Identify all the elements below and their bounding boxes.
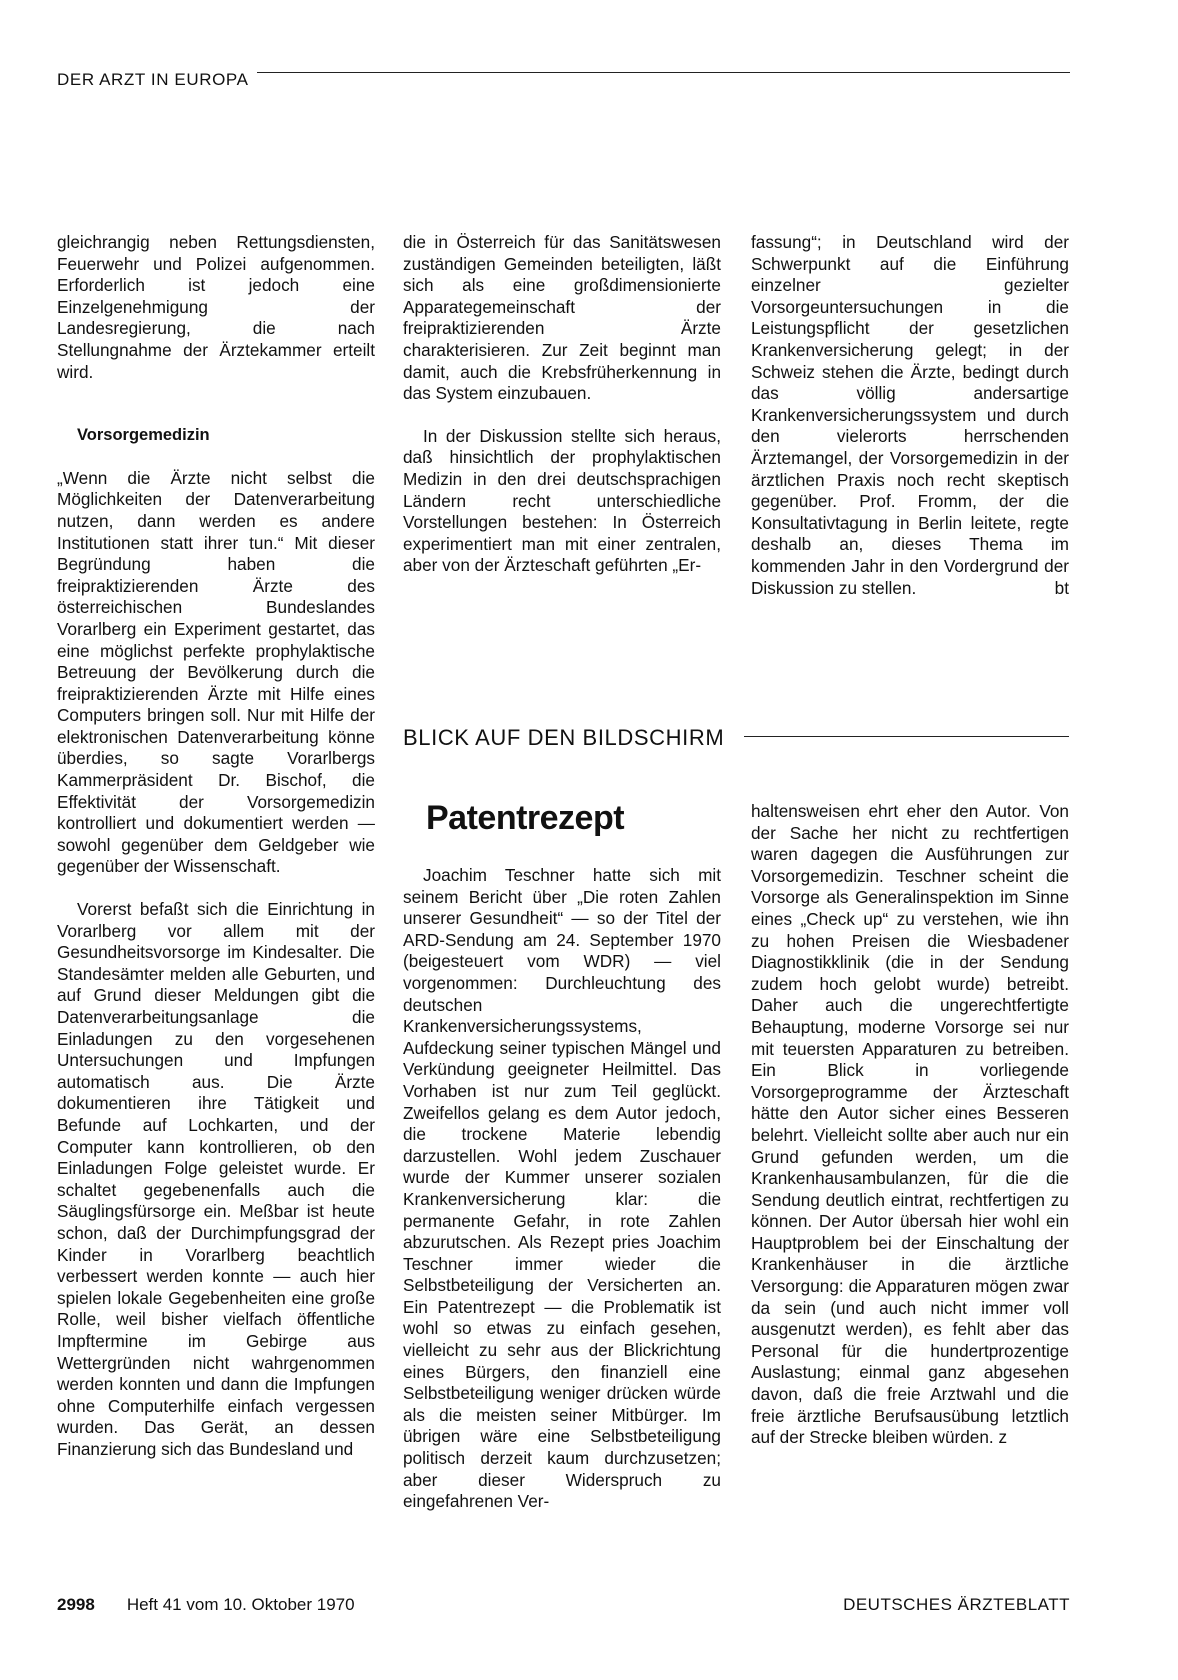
section-heading: [403, 723, 1069, 753]
paragraph: Joachim Teschner hatte sich mit seinem Bericht über „Die roten Zahlen unserer Gesundheit“ — so der Titel der ARD-Sendung am 24. September 1970 (beigesteuert vom WDR) — viel vorgenommen: Durchleuchtung des deutschen Krankenversicherungssystems, Aufdeckung seiner typischen Mängel und Verkündung geeigneter Heilmittel. Das Vorhaben ist nur zum Teil geglückt. Zweifellos gelang es dem Autor jedoch, die trockene Materie lebendig darzustellen. Wohl jedem Zuschauer wurde der Kummer unserer sozialen Krankenversicherung klar: die permanente Gefahr, in rote Zahlen abzurutschen. Als Rezept pries Joachim Teschner immer wieder die Selbstbeteiligung der Versicherten an. Ein Patentrezept — die Problematik ist wohl so etwas zu einfach gesehen, vielleicht zu sehr aus der Blickrichtung eines Bürgers, den finanziell eine Selbstbeteiligung weniger drücken würde als die meisten seiner Mitbürger. Im übrigen wäre eine Selbstbeteiligung politisch derzeit kaum durchzusetzen; aber dieser Widerspruch zu eingefahrenen Ver-: [403, 865, 721, 1512]
page-header: [57, 68, 1070, 92]
author-signature: z: [998, 1427, 1008, 1448]
column-5: [751, 801, 1069, 1449]
paragraph: Vorerst befaßt sich die Einrichtung in Vorarlberg vor allem mit der Gesundheitsvorsorge im Kindesalter. Die Standesämter melden alle Geburten, und auf Grund dieser Meldungen gibt die Datenverarbeitungsanlage die Einladungen zu den vorgesehenen Untersuchungen und Impfungen automatisch aus. Die Ärzte dokumentieren ihre Tätigkeit und Befunde auf Lochkarten, und der Computer kann kontrollieren, ob den Einladungen Folge geleistet wurde. Er schaltet gegebenenfalls auch die Säuglingsfürsorge ein. Meßbar ist heute schon, daß der Durchimpfungsgrad der Kinder in Vorarlberg beachtlich verbessert werden konnte — auch hier spielen lokale Gegebenheiten eine große Rolle, weil bisher vielfach öffentliche Impftermine im Gebirge aus Wettergründen nicht wahrgenommen werden konnten und dann die Impfungen ohne Computerhilfe einfach vergessen wurden. Das Gerät, an dessen Finanzierung sich das Bundesland und: [57, 899, 375, 1459]
section-rule: [744, 736, 1069, 737]
running-head: DER ARZT IN EUROPA: [57, 70, 249, 89]
paragraph-text: haltensweisen ehrt eher den Autor. Von der Sache her nicht zu rechtfertigen waren dagegen die Ausführungen zur Vorsorgemedizin. Teschner scheint die Vorsorge als Generalinspektion im Sinne eines „Check up“ zu verstehen, wie ihn zu hohen Preisen die Wiesbadener Diagnostikklinik (die in der Sendung zudem hoch gelobt wurde) betreibt. Daher auch die ungerechtfertigte Behauptung, moderne Vorsorge sei nur mit teuersten Apparaturen zu betreiben. Ein Blick in vorliegende Vorsorgeprogramme der Ärzteschaft hätte den Autor sicher eines Besseren belehrt. Vielleicht sollte aber auch nur ein Grund gefunden werden, um die Krankenhausambulanzen, für die die Sendung deutlich eintrat, rechtfertigen zu können. Der Autor übersah hier wohl ein Hauptproblem bei der Einschaltung der Krankenhäuser in die ärztliche Versorgung: die Apparaturen mögen zwar da sein (und auch nicht immer voll ausgenutzt werden), es fehlt aber das Personal für die hundertprozentige Auslastung; einmal ganz abgesehen davon, daß die freie Arztwahl und die freie ärztliche Berufsausübung letztlich auf der Strecke bleiben würden.: [751, 801, 1069, 1448]
paragraph: die in Österreich für das Sanitätswesen zuständigen Gemeinden beteiligten, läßt sich als eine großdimensionierte Apparategemeinschaft der freipraktizierenden Ärzte charakterisieren. Zur Zeit beginnt man damit, auch die Krebsfrüherkennung in das System einzubauen.: [403, 232, 721, 404]
issue-info: Heft 41 vom 10. Oktober 1970: [126, 1595, 355, 1614]
header-rule: [257, 72, 1070, 73]
column-3: [751, 232, 1069, 599]
publication-name: DEUTSCHES ÄRZTEBLATT: [843, 1595, 1070, 1614]
page-number: 2998: [57, 1595, 95, 1614]
section-title: BLICK AUF DEN BILDSCHIRM: [403, 725, 725, 750]
column-4: [403, 865, 721, 1513]
subheading: Vorsorgemedizin: [77, 426, 210, 445]
column-2: [403, 232, 721, 577]
paragraph: gleichrangig neben Rettungsdiensten, Feuerwehr und Polizei aufgenommen. Erforderlich ist jedoch eine Einzelgenehmigung der Landesregierung, die nach Stellungnahme der Ärztekammer erteilt wird.: [57, 232, 375, 382]
author-signature: bt: [1054, 577, 1069, 598]
paragraph: [751, 801, 1069, 1449]
column-1: [57, 232, 375, 1460]
article-title: Patentrezept: [426, 799, 625, 837]
paragraph: „Wenn die Ärzte nicht selbst die Möglichkeiten der Datenverarbeitung nutzen, dann werden es andere Institutionen statt ihrer tun.“ Mit dieser Begründung haben die freipraktizierenden Ärzte des österreichischen Bundeslandes Vorarlberg ein Experiment gestartet, das eine möglichst perfekte prophylaktische Betreuung der Bevölkerung durch die freipraktizierenden Ärzte mit Hilfe eines Computers bringen soll. Nur mit Hilfe der elektronischen Datenverarbeitung könne überdies, so sagte Vorarlbergs Kammerpräsident Dr. Bischof, die Effektivität der Vorsorgemedizin kontrolliert und dokumentiert werden — sowohl gegenüber dem Geldgeber wie gegenüber der Wissenschaft.: [57, 467, 375, 877]
paragraph: [751, 232, 1069, 599]
paragraph: In der Diskussion stellte sich heraus, daß hinsichtlich der prophylaktischen Medizin in den drei deutschsprachigen Ländern recht unterschiedliche Vorstellungen bestehen: In Österreich experimentiert man mit einer zentralen, aber von der Ärzteschaft geführten „Er-: [403, 425, 721, 576]
paragraph-text: fassung“; in Deutschland wird der Schwerpunkt auf die Einführung einzelner gezielter Vorsorgeuntersuchungen in die Leistungspflicht der gesetzlichen Krankenversicherung gelegt; in der Schweiz stehen die Ärzte, bedingt durch das völlig andersartige Krankenversicherungssystem und durch den vielerorts herrschenden Ärztemangel, der Vorsorgemedizin in der ärztlichen Praxis noch recht skeptisch gegenüber. Prof. Fromm, der die Konsultativtagung in Berlin leitete, regte deshalb an, dieses Thema im kommenden Jahr in den Vordergrund der Diskussion zu stellen.: [751, 232, 1069, 598]
page-footer: [57, 1593, 1070, 1617]
